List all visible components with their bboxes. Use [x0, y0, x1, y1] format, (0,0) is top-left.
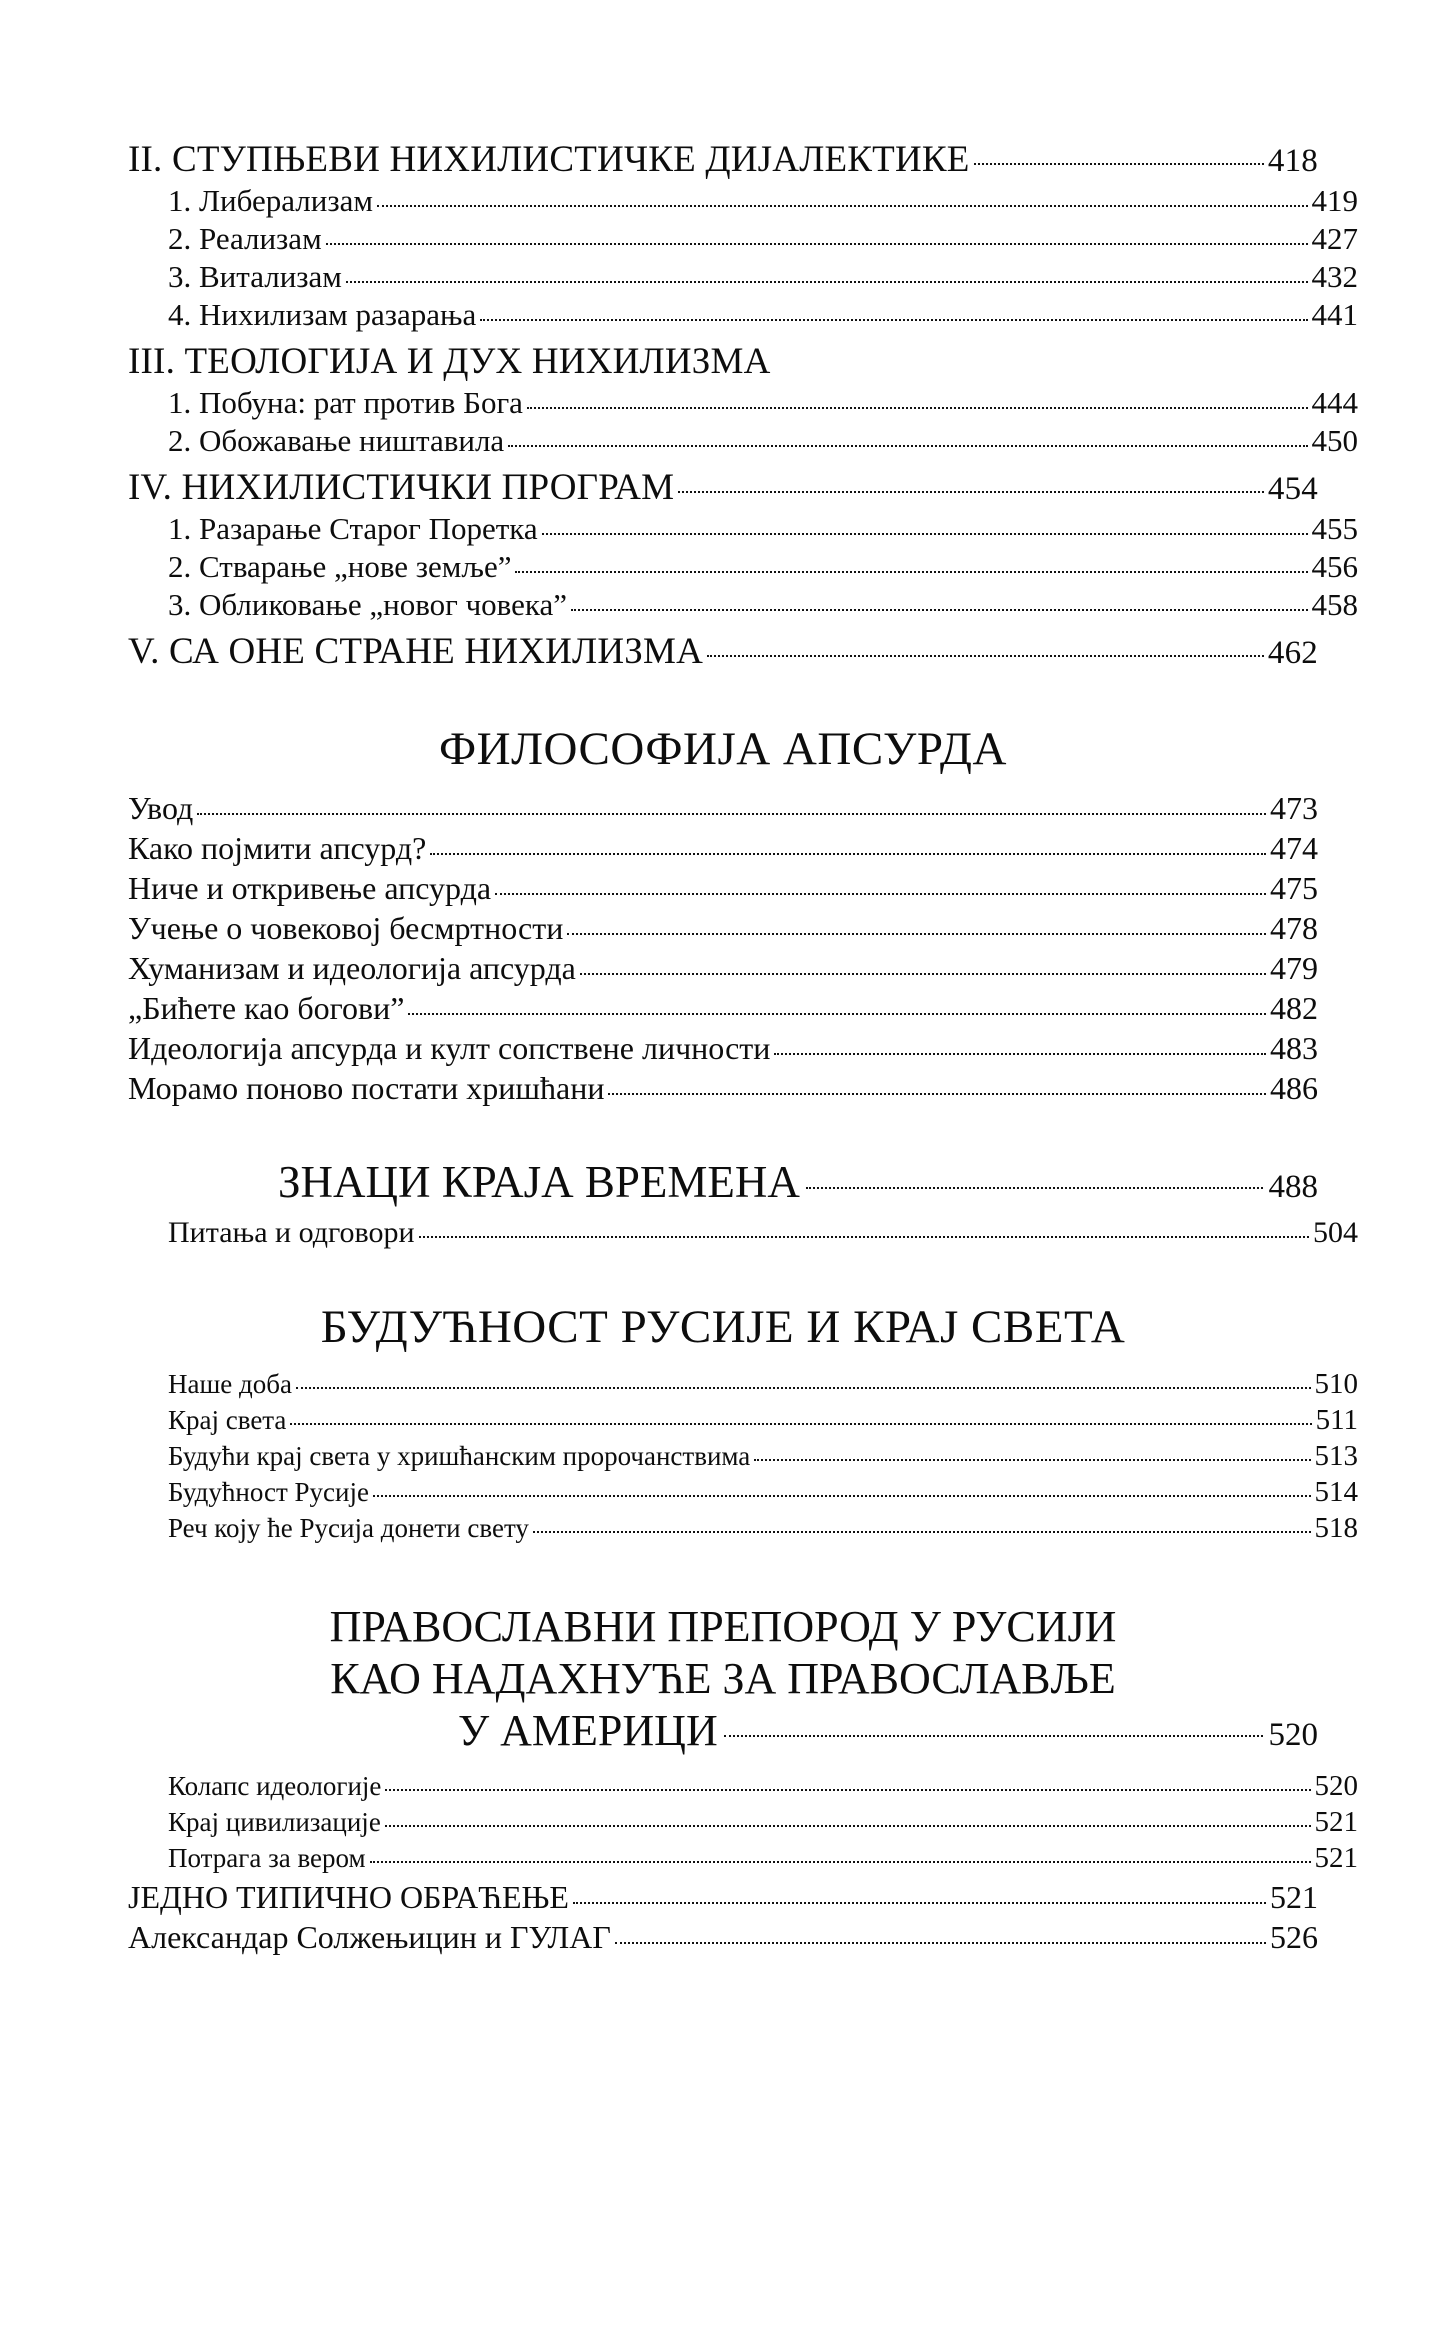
toc-item[interactable]: [168, 513, 1358, 544]
toc-page-number: 419: [1311, 183, 1358, 218]
toc-heading-4[interactable]: [128, 469, 1318, 506]
toc-item-label: „Бићете као богови”: [128, 990, 405, 1026]
toc-item[interactable]: [168, 589, 1358, 620]
dot-leader: [806, 1187, 1263, 1189]
toc-item-label: Потрага за вером: [168, 1842, 366, 1873]
dot-leader: [678, 491, 1264, 493]
toc-item[interactable]: [168, 1514, 1358, 1543]
section-title-orthodox-revival: [128, 1601, 1318, 1757]
dot-leader: [290, 1423, 1311, 1425]
dot-leader: [542, 533, 1308, 535]
toc-item[interactable]: [168, 1218, 1358, 1248]
toc-page-number: 454: [1267, 471, 1318, 507]
toc-item[interactable]: [128, 992, 1318, 1024]
toc-item-label: Увод: [128, 790, 194, 826]
toc-item[interactable]: [168, 387, 1358, 418]
toc-item[interactable]: [168, 1370, 1358, 1399]
dot-leader: [377, 205, 1308, 207]
toc-item[interactable]: [128, 1918, 1318, 1955]
toc-heading-3[interactable]: [128, 343, 1318, 380]
toc-page-number: 478: [1270, 910, 1318, 946]
toc-item[interactable]: [128, 1032, 1318, 1064]
dot-leader: [385, 1789, 1310, 1791]
dot-leader: [707, 655, 1264, 657]
toc-heading-label: IV. НИХИЛИСТИЧКИ ПРОГРАМ: [128, 467, 675, 508]
toc-item[interactable]: [128, 872, 1318, 904]
dot-leader: [326, 243, 1308, 245]
toc-item[interactable]: [168, 223, 1358, 254]
toc-item[interactable]: [168, 551, 1358, 582]
toc-page-number: 458: [1311, 587, 1358, 622]
toc-item-label: 1. Либерализам: [168, 183, 373, 218]
toc-item-label: 3. Обликовање „новог човека”: [168, 587, 568, 622]
dot-leader: [724, 1735, 1263, 1737]
dot-leader: [385, 1825, 1311, 1827]
toc-item[interactable]: [128, 952, 1318, 984]
toc-page-number: 510: [1314, 1368, 1358, 1400]
toc-page-number: 475: [1270, 870, 1318, 906]
toc-page-number: 427: [1311, 221, 1358, 256]
dot-leader: [508, 445, 1307, 447]
toc-page-number: 450: [1311, 423, 1358, 458]
toc-item-label: Хуманизам и идеологија апсурда: [128, 950, 576, 986]
toc-page-number: 455: [1311, 511, 1358, 546]
toc-page-number: 473: [1270, 790, 1318, 826]
toc-page-number: 514: [1314, 1476, 1358, 1508]
toc-item-label: 3. Витализам: [168, 259, 342, 294]
dot-leader: [430, 853, 1266, 855]
dot-leader: [373, 1495, 1311, 1497]
toc-item[interactable]: [168, 1841, 1358, 1874]
toc-page-number: 432: [1311, 259, 1358, 294]
toc-page-number: 518: [1314, 1512, 1358, 1544]
section-title-line-1: ПРАВОСЛАВНИ ПРЕПОРОД У РУСИЈИ: [329, 1602, 1117, 1651]
toc-page-number: 520: [1268, 1716, 1318, 1753]
toc-item[interactable]: [168, 425, 1358, 456]
toc-item-label: Како појмити апсурд?: [128, 830, 427, 866]
toc-item-label: 1. Разарање Старог Поретка: [168, 511, 538, 546]
toc-item[interactable]: [128, 1878, 1318, 1915]
dot-leader: [419, 1236, 1309, 1238]
dot-leader: [580, 973, 1266, 975]
dot-leader: [754, 1459, 1310, 1461]
toc-item[interactable]: [168, 1442, 1358, 1471]
toc-item[interactable]: [168, 261, 1358, 292]
toc-page-number: 521: [1270, 1878, 1318, 1915]
dot-leader: [480, 319, 1307, 321]
toc-page-number: 520: [1314, 1769, 1358, 1802]
dot-leader: [774, 1053, 1266, 1055]
section-list-orthodox-revival: [128, 1769, 1358, 1955]
dot-leader: [615, 1942, 1266, 1944]
toc-item-label: 2. Реализам: [168, 221, 322, 256]
toc-item-label: Колапс идеологије: [168, 1770, 382, 1801]
section-title-line-3-row[interactable]: [128, 1705, 1318, 1757]
toc-item[interactable]: [128, 832, 1318, 864]
toc-item-label: 2. Обожавање ништавила: [168, 423, 505, 458]
toc-item[interactable]: [168, 1406, 1358, 1435]
toc-page-number: 482: [1270, 990, 1318, 1026]
section-title-line-3: У АМЕРИЦИ: [458, 1705, 718, 1755]
toc-item-label: Морамо поново постати хришћани: [128, 1070, 605, 1106]
dot-leader: [197, 813, 1266, 815]
toc-heading-2[interactable]: [128, 141, 1318, 178]
toc-item-label: Александар Солжењицин и ГУЛАГ: [128, 1918, 611, 1955]
dot-leader: [608, 1093, 1266, 1095]
toc-heading-5[interactable]: [128, 633, 1318, 670]
toc-page-number: 521: [1314, 1841, 1358, 1874]
toc-page-number: 521: [1314, 1805, 1358, 1838]
dot-leader: [527, 407, 1308, 409]
toc-page-number: 511: [1315, 1404, 1358, 1436]
section-title-philosophy-of-absurd: ФИЛОСОФИЈА АПСУРДА: [439, 723, 1007, 775]
toc-item[interactable]: [168, 1478, 1358, 1507]
dot-leader: [573, 1902, 1266, 1904]
toc-page-number: 513: [1314, 1440, 1358, 1472]
toc-page-number: 474: [1270, 830, 1318, 866]
toc-item[interactable]: [168, 1769, 1358, 1802]
section-list-future-of-russia: [128, 1368, 1358, 1544]
dot-leader: [974, 163, 1264, 165]
toc-item-label: Питања и одговори: [168, 1216, 415, 1249]
dot-leader: [515, 571, 1307, 573]
toc-heading-label: II. СТУПЊЕВИ НИХИЛИСТИЧКЕ ДИЈАЛЕКТИКЕ: [128, 139, 970, 180]
section-title-line-2: КАО НАДАХНУЋЕ ЗА ПРАВОСЛАВЉЕ: [330, 1653, 1116, 1703]
toc-item[interactable]: [168, 299, 1358, 330]
dot-leader: [495, 893, 1266, 895]
toc-heading-label: V. СА ОНЕ СТРАНЕ НИХИЛИЗМА: [128, 631, 704, 672]
toc-item-label: Идеологија апсурда и култ сопствене личности: [128, 1030, 771, 1066]
toc-page-number: 486: [1270, 1070, 1318, 1106]
toc-item-label: Будућност Русије: [168, 1477, 369, 1507]
toc-item-label: 4. Нихилизам разарања: [168, 297, 477, 332]
toc-item[interactable]: [168, 1805, 1358, 1838]
dot-leader: [370, 1861, 1311, 1863]
toc-item-label: Крај света: [168, 1405, 287, 1435]
toc-item[interactable]: [128, 792, 1318, 824]
section-title-label: ЗНАЦИ КРАЈА ВРЕМЕНА: [278, 1157, 800, 1207]
toc-page-number: 462: [1267, 635, 1318, 671]
dot-leader: [571, 609, 1307, 611]
toc-page-number: 418: [1267, 143, 1318, 179]
toc-item-label: Наше доба: [168, 1369, 292, 1399]
toc-item-label: Ниче и откривење апсурда: [128, 870, 492, 906]
dot-leader: [296, 1387, 1311, 1389]
dot-leader: [567, 933, 1266, 935]
toc-heading-label: III. ТЕОЛОГИЈА И ДУХ НИХИЛИЗМА: [128, 341, 771, 382]
toc-page-number: 479: [1270, 950, 1318, 986]
toc-item[interactable]: [128, 1072, 1318, 1104]
dot-leader: [408, 1013, 1266, 1015]
toc-item-label: Будући крај света у хришћанским пророчанствима: [168, 1441, 751, 1471]
toc-item-label: 1. Побуна: рат против Бога: [168, 385, 523, 420]
toc-item[interactable]: [128, 912, 1318, 944]
toc-page-number: 483: [1270, 1030, 1318, 1066]
toc-item-label: Учење о човековој бесмртности: [128, 910, 564, 946]
toc-page-number: 444: [1311, 385, 1358, 420]
toc-page-number: 488: [1268, 1169, 1318, 1205]
section-title-signs-of-end-times[interactable]: [128, 1156, 1318, 1208]
toc-page-number: 526: [1270, 1918, 1318, 1955]
dot-leader: [533, 1531, 1311, 1533]
section-title-future-of-russia: БУДУЋНОСТ РУСИЈЕ И КРАЈ СВЕТА: [320, 1301, 1126, 1353]
toc-item-label: ЈЕДНО ТИПИЧНО ОБРАЋЕЊЕ: [128, 1878, 569, 1915]
dot-leader: [346, 281, 1308, 283]
toc-page-number: 456: [1311, 549, 1358, 584]
toc-page-number: 504: [1313, 1216, 1358, 1249]
toc-item[interactable]: [168, 185, 1358, 216]
toc-item-label: Крај цивилизације: [168, 1806, 381, 1837]
toc-item-label: 2. Стварање „нове земље”: [168, 549, 512, 584]
toc-item-label: Реч коју ће Русија донети свету: [168, 1513, 529, 1543]
table-of-contents: [128, 128, 1358, 1955]
toc-page-number: 441: [1311, 297, 1358, 332]
section-list-philosophy-of-absurd: [128, 792, 1318, 1104]
